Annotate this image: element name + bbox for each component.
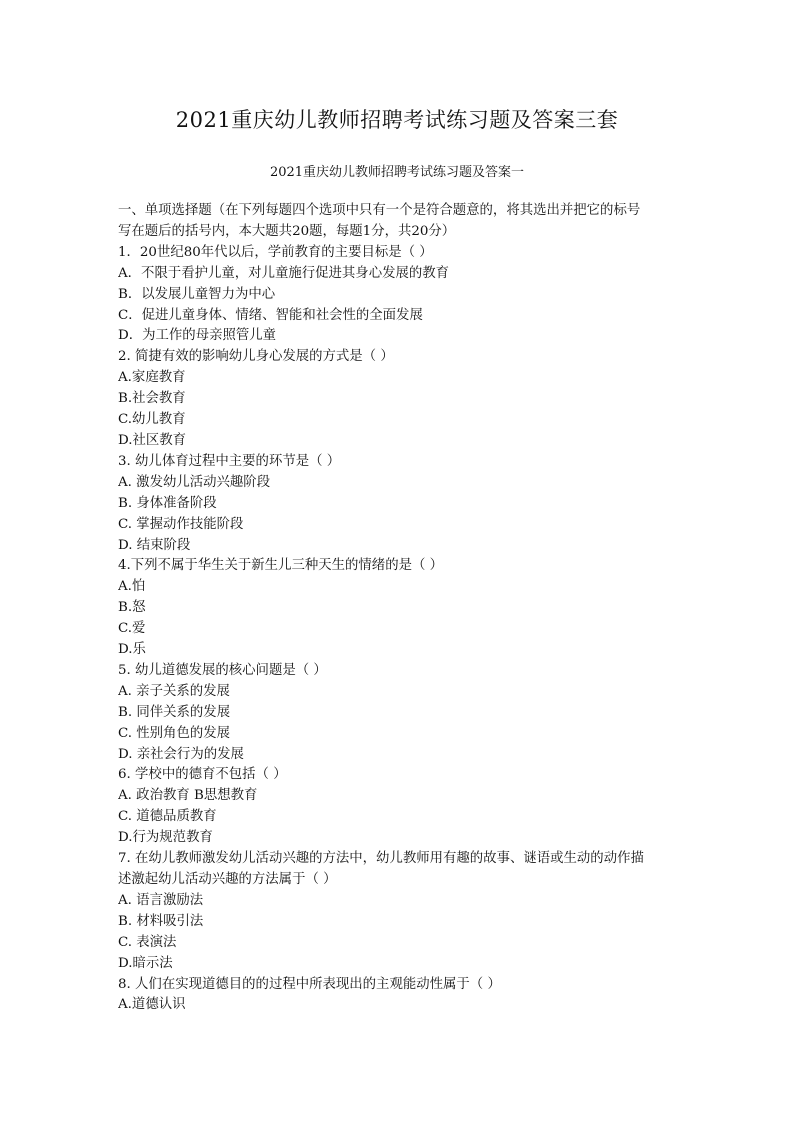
- text-line: 4.下列不属于华生关于新生儿三种天生的情绪的是（ ）: [118, 558, 444, 574]
- text-line: A.怕: [118, 579, 146, 595]
- text-line: D．为工作的母亲照管儿童: [118, 328, 277, 344]
- text-line: D. 结束阶段: [118, 537, 191, 553]
- text-line: A. 激发幼儿活动兴趣阶段: [118, 474, 271, 490]
- text-line: B.社会教育: [118, 391, 186, 407]
- document-body: [118, 201, 678, 1016]
- text-line: D.乐: [118, 642, 146, 658]
- text-line: D.暗示法: [118, 955, 173, 971]
- text-line: 7. 在幼儿教师激发幼儿活动兴趣的方法中，幼儿教师用有趣的故事、谜语或生动的动作描: [118, 851, 644, 867]
- text-line: C. 掌握动作技能阶段: [118, 516, 244, 532]
- text-line: A. 语言激励法: [118, 892, 204, 908]
- text-line: A.家庭教育: [118, 370, 186, 386]
- document-title: 2021重庆幼儿教师招聘考试练习题及答案三套: [175, 108, 619, 132]
- text-line: C.爱: [118, 621, 146, 637]
- text-line: 6. 学校中的德育不包括（ ）: [118, 767, 287, 783]
- text-line: A．不限于看护儿童，对儿童施行促进其身心发展的教育: [118, 265, 450, 281]
- text-line: B. 身体准备阶段: [118, 495, 217, 511]
- text-line: C. 性别角色的发展: [118, 725, 231, 741]
- text-line: A. 亲子关系的发展: [118, 683, 230, 699]
- text-line: A.道德认识: [118, 997, 186, 1013]
- text-line: 写在题后的括号内，本大题共20题，每题1分，共20分）: [118, 223, 456, 239]
- text-line: 5. 幼儿道德发展的核心问题是（ ）: [118, 662, 327, 678]
- text-line: C．促进儿童身体、情绪、智能和社会性的全面发展: [118, 307, 423, 323]
- text-line: 述激起幼儿活动兴趣的方法属于（ ）: [118, 872, 337, 887]
- text-line: 2. 简捷有效的影响幼儿身心发展的方式是（ ）: [118, 349, 394, 365]
- text-line: B.怒: [118, 600, 146, 616]
- document-subtitle: 2021重庆幼儿教师招聘考试练习题及答案一: [269, 165, 525, 180]
- text-line: D.社区教育: [118, 432, 187, 448]
- text-line: B. 材料吸引法: [118, 913, 204, 929]
- text-line: D. 亲社会行为的发展: [118, 746, 244, 762]
- text-line: B. 同伴关系的发展: [118, 704, 231, 720]
- text-line: 3. 幼儿体育过程中主要的环节是（ ）: [118, 453, 341, 469]
- text-line: C.幼儿教育: [118, 412, 186, 428]
- text-line: B．以发展儿童智力为中心: [118, 286, 276, 302]
- text-line: 一、单项选择题（在下列每题四个选项中只有一个是符合题意的，将其选出并把它的标号: [118, 203, 641, 218]
- text-line: 8. 人们在实现道德目的的过程中所表现出的主观能动性属于（ ）: [118, 976, 501, 992]
- text-line: C. 表演法: [118, 934, 177, 950]
- text-line: C. 道德品质教育: [118, 809, 217, 825]
- text-line: D.行为规范教育: [118, 830, 213, 846]
- text-line: 1．20世纪80年代以后，学前教育的主要目标是（ ）: [118, 244, 433, 260]
- text-line: A. 政治教育 B思想教育: [118, 788, 258, 804]
